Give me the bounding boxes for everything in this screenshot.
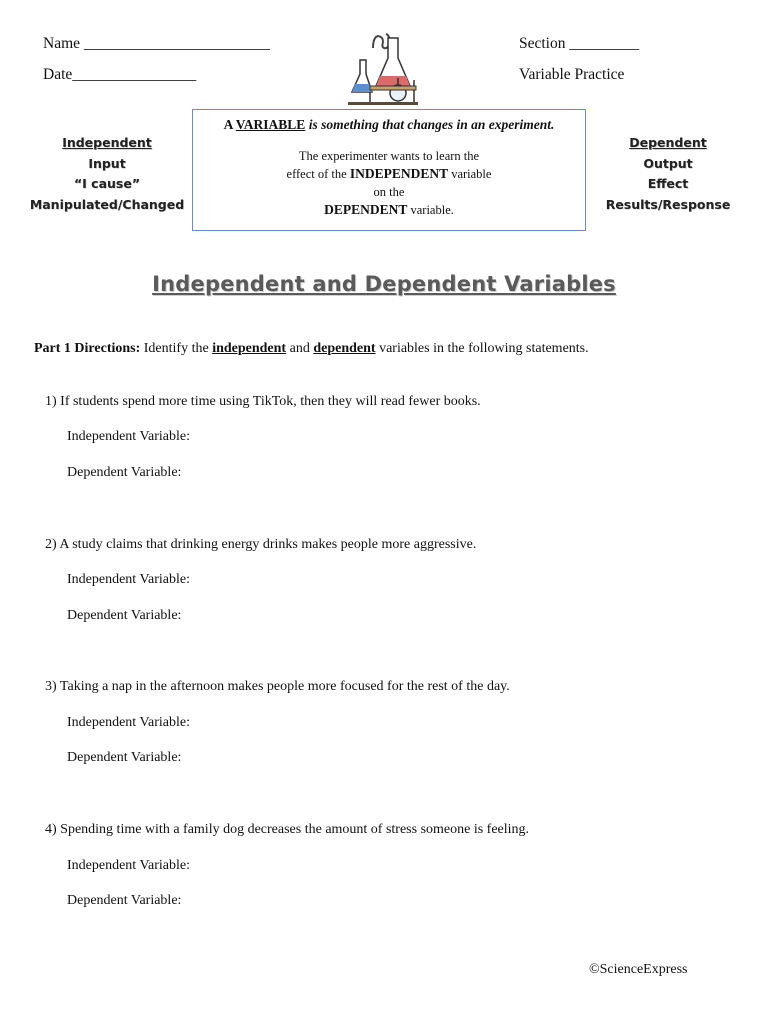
date-field[interactable]: Date________________ xyxy=(43,66,197,83)
definition-heading: A VARIABLE is something that changes in an experiment. xyxy=(223,117,555,132)
definition-text: effect of the INDEPENDENT variable xyxy=(286,166,492,181)
dependent-variable-label: Dependent Variable: xyxy=(67,608,182,623)
independent-variable-label: Independent Variable: xyxy=(67,429,190,444)
dependent-variable-label: Dependent Variable: xyxy=(67,465,182,480)
independent-heading: Independent xyxy=(62,135,152,150)
independent-variable-label: Independent Variable: xyxy=(67,858,190,873)
question-1: 1) If students spend more time using TikTok, then they will read fewer books. xyxy=(45,394,481,409)
independent-variable-label: Independent Variable: xyxy=(67,572,190,587)
dependent-line: Results/Response xyxy=(605,196,731,212)
name-field[interactable]: Name ________________________ xyxy=(43,35,270,52)
independent-line: “I cause” xyxy=(73,176,141,191)
dependent-line: Effect xyxy=(647,176,689,191)
dependent-variable-label: Dependent Variable: xyxy=(67,750,182,765)
worksheet-subtitle: Variable Practice xyxy=(519,66,625,83)
question-3: 3) Taking a nap in the afternoon makes people more focused for the rest of the day. xyxy=(45,679,510,694)
independent-box xyxy=(20,133,194,215)
section-field[interactable]: Section _________ xyxy=(519,35,640,52)
question-2: 2) A study claims that drinking energy drinks makes people more aggressive. xyxy=(45,537,477,552)
worksheet-title: Independent and Dependent Variables xyxy=(152,272,616,296)
copyright-footer: ©ScienceExpress xyxy=(589,962,688,977)
definition-text: The experimenter wants to learn the xyxy=(298,149,480,163)
dependent-box xyxy=(596,133,740,215)
independent-variable-label: Independent Variable: xyxy=(67,715,190,730)
dependent-line: Output xyxy=(643,155,693,171)
definition-box xyxy=(192,109,586,231)
independent-line: Manipulated/Changed xyxy=(29,196,185,212)
question-4: 4) Spending time with a family dog decreases the amount of stress someone is feeling. xyxy=(45,822,530,837)
directions: Part 1 Directions: Identify the independent and dependent variables in the following statements. xyxy=(34,341,589,356)
dependent-heading: Dependent xyxy=(629,135,707,150)
definition-text: on the xyxy=(373,185,405,199)
definition-text: DEPENDENT variable. xyxy=(324,202,454,217)
dependent-variable-label: Dependent Variable: xyxy=(67,893,182,908)
independent-line: Input xyxy=(88,155,126,171)
lab-glassware-icon xyxy=(340,28,424,106)
